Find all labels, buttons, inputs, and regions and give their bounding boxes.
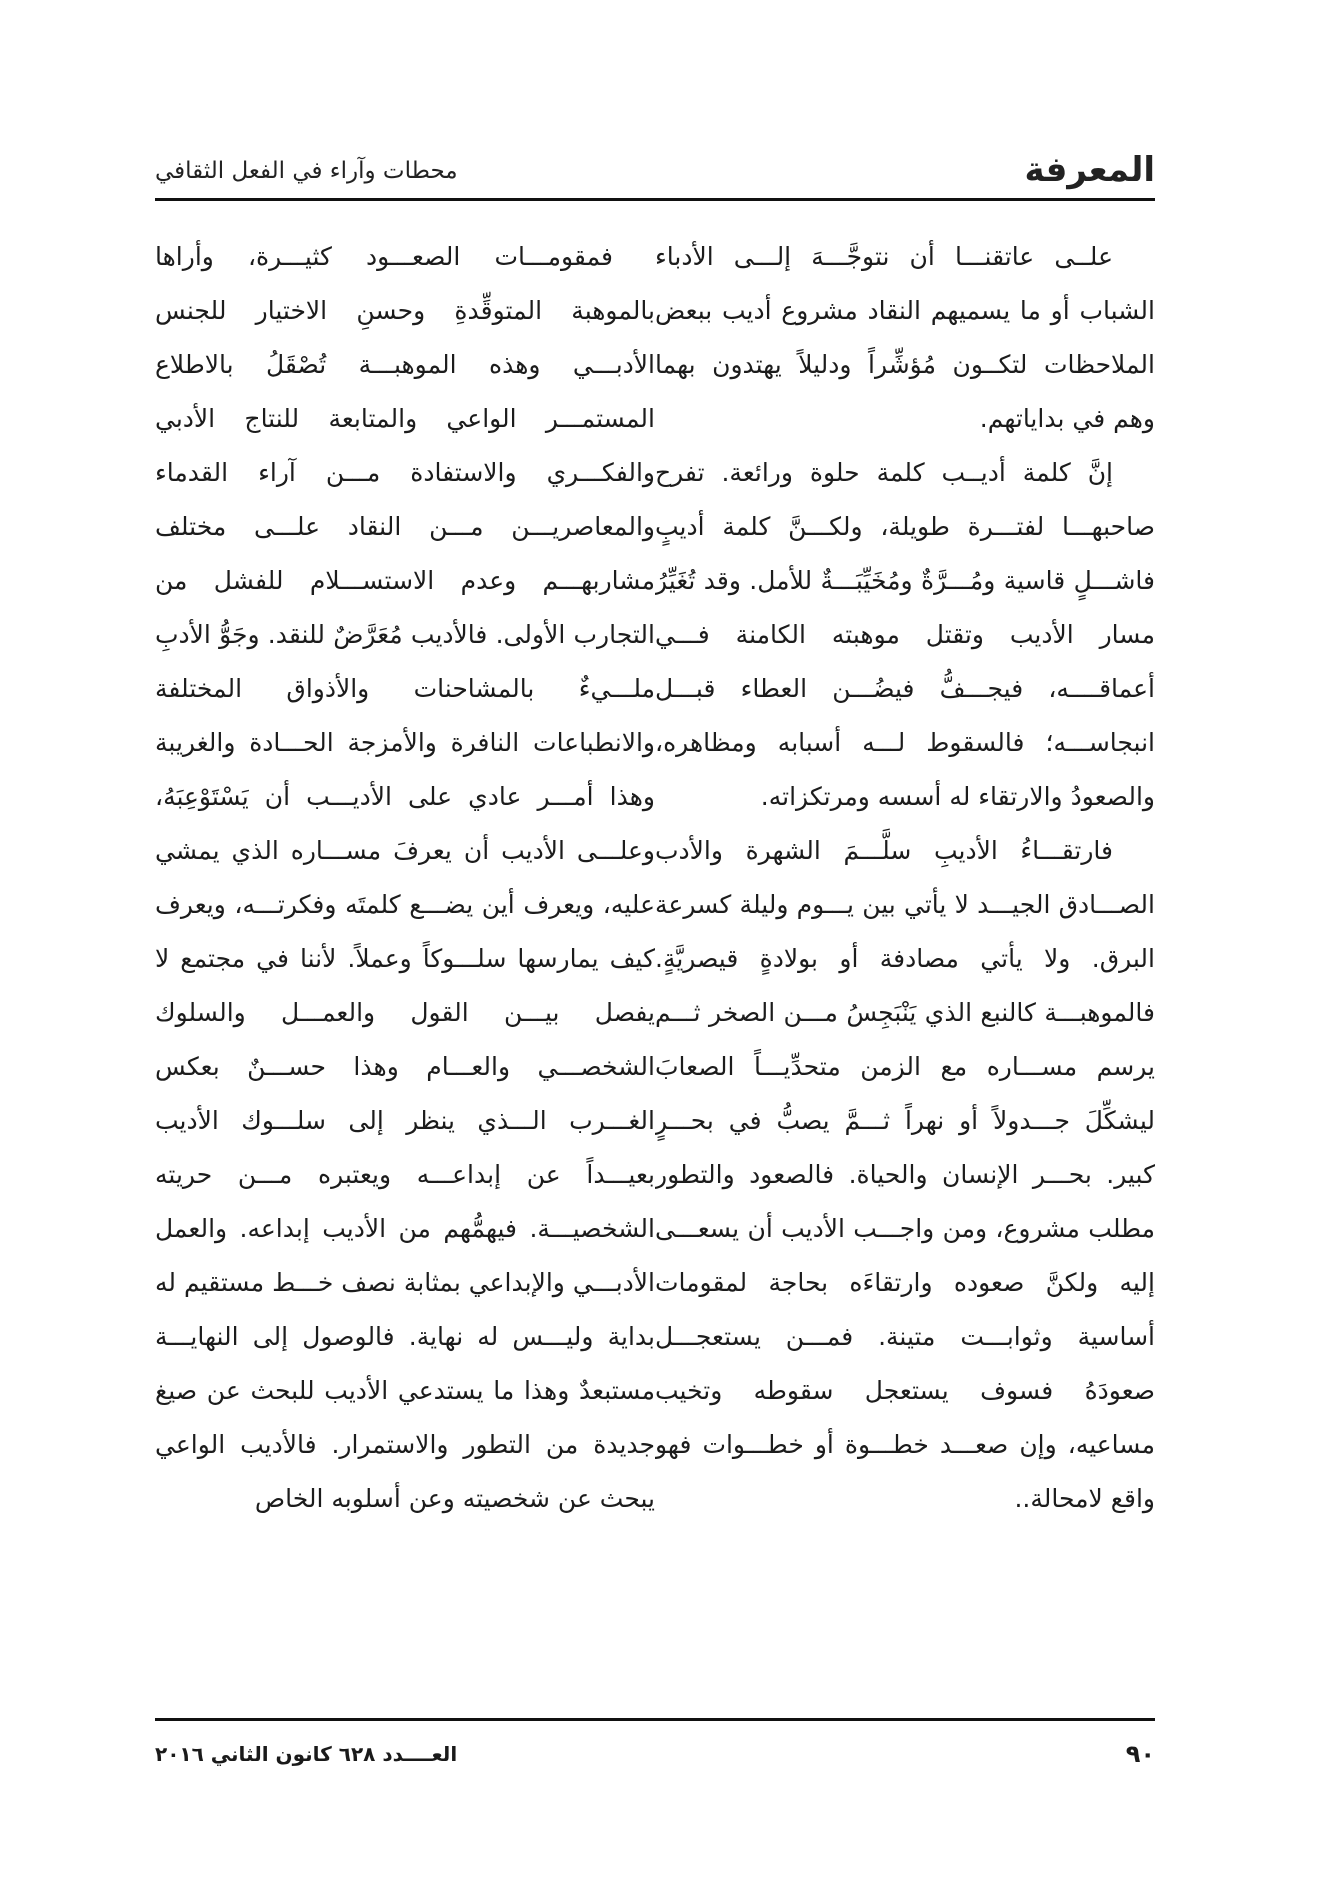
issue-info: العــــدد ٦٢٨ كانون الثاني ٢٠١٦ [155, 1742, 458, 1766]
page-footer [155, 1738, 1155, 1774]
paragraph: علــى عاتقنـــا أن نتوجَّـــهَ إلـــى الأدباء الشباب أو ما يسميهم النقاد مشروع أديب ببعض الملاحظات لتكــون مُؤشِّراً ودليلاً يهتدون بهما وهم في بداياتهم. [655, 242, 1155, 433]
page-header [155, 148, 1155, 196]
paragraph: فارتقـــاءُ الأديبِ سلَّـــمَ الشهرة والأدب الصـــادق الجيـــد لا يأتي بين يـــوم وليلة كسرعة البرق. ولا يأتي مصادفة أو بولادةٍ قيصريَّةٍ. فالموهبـــة كالنبع الذي يَنْبَجِسُ مـــن الصخر ثـــم يرسم مســـاره مع الزمن متحدِّيـــاً الصعابَ ليشكِّلَ جـــدولاً أو نهراً ثـــمَّ يصبُّ في بحـــرٍ كبير. بحـــر الإنسان والحياة. فالصعود والتطور مطلب مشروع، ومن واجـــب الأديب أن يسعـــى إليه ولكنَّ صعوده وارتقاءَه بحاجة لمقومات أساسية وثوابـــت متينة. فمـــن يستعجـــل صعودَهُ فسوف يستعجل سقوطه وتخيب مساعيه، وإن صعـــد خطـــوة أو خطـــوات فهو واقع لامحالة.. [655, 836, 1155, 1513]
left-column [155, 230, 655, 1700]
paragraph: فمقومـــات الصعـــود كثيـــرة، وأراها بالموهبة المتوقِّدةِ وحسنِ الاختيار للجنس الأدبـــي وهذه الموهبـــة تُصْقَلُ بالاطلاع المستمـــر الواعي والمتابعة للنتاج الأدبي والفكـــري والاستفادة مـــن آراء القدماء والمعاصريـــن مـــن النقاد علـــى مختلف مشاربهـــم وعدم الاستســـلام للفشل من التجارب الأولى. فالأديب مُعَرَّضٌ للنقد. وجَوُّ الأدبِ ملـــيءٌ بالمشاحنات والأذواق المختلفة والانطباعات النافرة والأمزجة الحـــادة والغريبة وهذا أمـــر عادي على الأديـــب أن يَسْتَوْعِبَهُ، وعلـــى الأديب أن يعرفَ مســـاره الذي يمشي عليه، ويعرف أين يضـــع كلمتَه وفكرتـــه، ويعرف كيف يمارسها سلـــوكاً وعملاً. لأننا في مجتمع لا يفصل بيـــن القول والعمـــل والسلوك الشخصـــي والعـــام وهذا حســـنٌ بعكس الغـــرب الـــذي ينظر إلى سلـــوك الأديب بعيـــداً عن إبداعـــه ويعتبره مـــن حريته الشخصيـــة. فيهمُّهم من الأديب إبداعه. والعمل الأدبـــي والإبداعي بمثابة نصف خـــط مستقيم له بداية وليـــس له نهاية. فالوصول إلى النهايـــة مستبعدٌ وهذا ما يستدعي الأديب للبحث عن صيغ جديدة من التطور والاستمرار. فالأديب الواعي يبحث عن شخصيته وعن أسلوبه الخاص [155, 242, 655, 1513]
paragraph: إنَّ كلمة أديــب كلمة حلوة ورائعة. تفرح صاحبهـــا لفتـــرة طويلة، ولكـــنَّ كلمة أديبٍ فاشـــلٍ قاسية ومُـــرَّةٌ ومُخَيِّبَـــةٌ للأمل. وقد تُغَيِّرُ مسار الأديب وتقتل موهبته الكامنة فـــي أعماقــــه، فيجـــفُّ فيضُـــن العطاء قبـــل انبجاســـه؛ فالسقوط لـــه أسبابه ومظاهره، والصعودُ والارتقاء له أسسه ومرتكزاته. [655, 458, 1155, 811]
header-divider [155, 198, 1155, 201]
right-column [655, 230, 1155, 1700]
page-number: ٩٠ [1125, 1740, 1155, 1768]
magazine-logo: المعرفة [1024, 150, 1155, 190]
section-title: محطات وآراء في الفعل الثقافي [155, 158, 458, 184]
footer-divider [155, 1718, 1155, 1721]
